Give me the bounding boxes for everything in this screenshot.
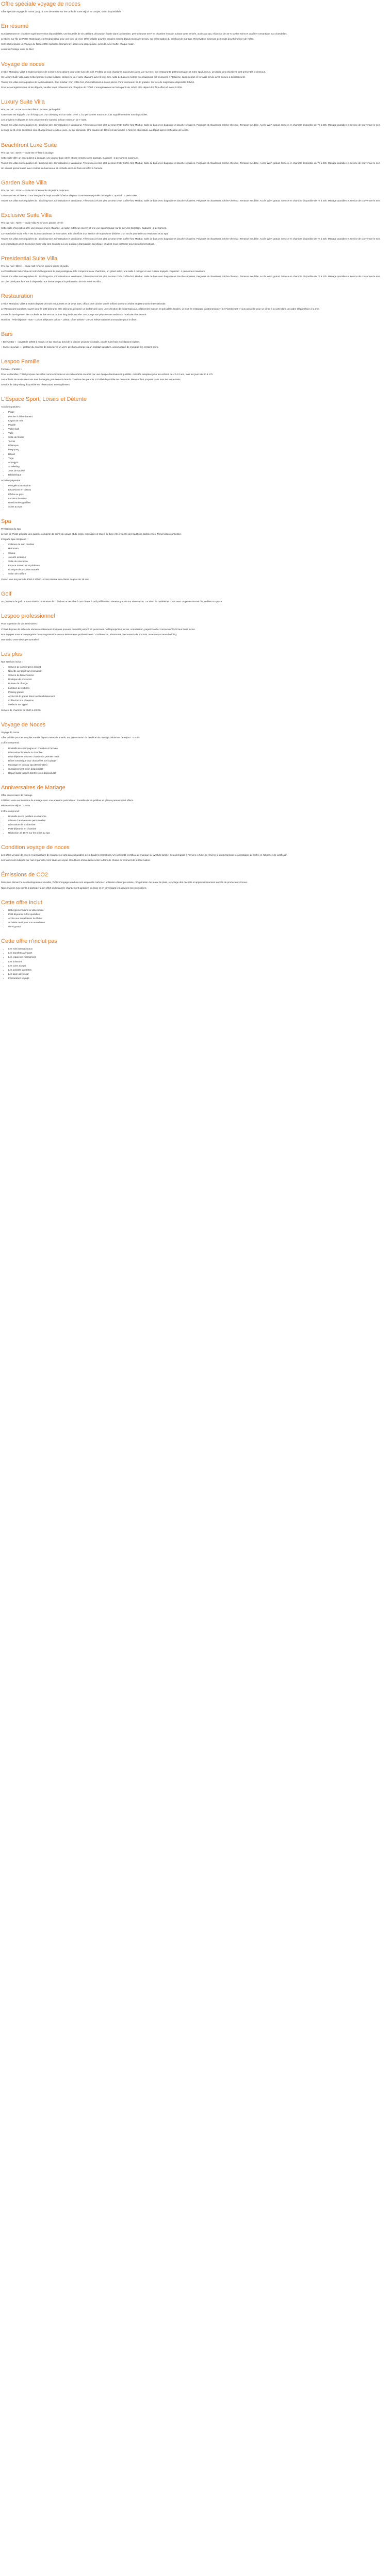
- list-item: • Parking gratuit: [8, 690, 390, 694]
- paragraph: Formule « Famille »: [1, 367, 22, 370]
- list-item: • Les boissons: [8, 960, 390, 963]
- section-heading: Exclusive Suite Villa: [1, 212, 52, 219]
- section-cette-offre-inclut: [1, 900, 390, 929]
- list-item: • Espace manucure et pédicure: [8, 564, 390, 567]
- list-item: • Randonnées guidées: [8, 501, 390, 504]
- list-item: • Voile: [8, 431, 390, 435]
- list-item: • Décoration de la chambre: [8, 823, 390, 826]
- paragraph: Cette suite est nichée au cœur des jardins tropicaux de l'hôtel et dispose d'une terrasse privée ombragée. Capacité : 2 personnes.: [1, 194, 138, 197]
- section-lespoo-professionnel: [1, 613, 390, 641]
- section-exclusive-suite-villa: [1, 212, 390, 246]
- paragraph: Dans une démarche de développement durable, l'hôtel s'engage à réduire son empreinte carbone : utilisation d'énergie solaire, récupération des eaux de pluie, recyclage des déchets et approvisionnement auprès de producteurs locaux.: [1, 881, 248, 884]
- list-item: • Pétanque: [8, 444, 390, 447]
- section-heading: Presidential Suite Villa: [1, 255, 58, 262]
- section-emissions-de-co2: [1, 872, 390, 889]
- paragraph: Cette suite est équipée d'un lit king-size, d'un dressing et d'un salon privé. 1 à 2 personnes maximum. Lits supplémentaires non disponibles.: [1, 113, 148, 116]
- paragraph: Les réservations de la Exclusive Suite Villa sont soumises à une politique d'annulation spécifique. Veuillez nous contacter pour plus d'informations.: [1, 242, 155, 245]
- bullet-list: [1, 665, 390, 706]
- section-presidential-suite-villa: [1, 256, 390, 283]
- section-heading: Lespoo professionnel: [1, 613, 55, 620]
- list-item: • Paddle: [8, 423, 390, 427]
- list-item: • Billard: [8, 452, 390, 456]
- paragraph: L'offre comprend :: [1, 741, 20, 744]
- bullet-list: [1, 908, 390, 929]
- paragraph: Activités gratuites :: [1, 405, 21, 409]
- list-item: • Réduction de 10 % sur les soins au spa: [8, 831, 390, 835]
- list-item: • Excursions en bateau: [8, 488, 390, 492]
- section-heading: Anniversaires de Mariage: [1, 785, 66, 791]
- paragraph: Offre valable pour les couples mariés depuis moins de 6 mois, sur présentation du certificat de mariage. Minimum de séjour : 5 nuits.: [1, 736, 140, 739]
- list-item: • Navette aéroport sur réservation: [8, 669, 390, 673]
- paragraph: L'hôtel dispose de salles de réunion entièrement équipées pouvant accueillir jusqu'à 80 personnes. Vidéoprojecteur, écran, sonorisation, paperboard et connexion Wi-Fi haut débit inclus.: [1, 628, 196, 631]
- list-item: • Les vols internationaux: [8, 947, 390, 951]
- paragraph: Cet Hôtel propose un Voyage de Noces Offre spéciale (Comprend): accès à la plage privée, petit-déjeuner buffet chaque matin.: [1, 43, 135, 46]
- list-item: • Bouteille de champagne en chambre à l'arrivée: [8, 747, 390, 750]
- list-item: • Boutique de produits naturels: [8, 568, 390, 571]
- paragraph: Service de chambre de 7h00 à 23h00.: [1, 709, 41, 712]
- paragraph: L'Hôtel Maradiou Villas & Suites propose de nombreuses options pour votre lune de miel. Profitez de nos chambres spacieuses avec vue sur mer, nos restaurants gastronomiques et notre spa luxueux. Les tarifs des chambres sont présentés ci-dessous.: [1, 70, 266, 73]
- paragraph: Voyage de noces: [1, 731, 20, 734]
- list-item: • Surclassement selon disponibilité: [8, 767, 390, 771]
- paragraph: Prix par nuit : 520 € — Suite 55 m² face à la plage: [1, 151, 54, 154]
- list-item: • Décoration florale de la chambre: [8, 751, 390, 754]
- paragraph: Prix par nuit : 980 € — Suite 110 m² avec piscine privée et jardin: [1, 264, 69, 267]
- paragraph: Pour la gestion de vos séminaires :: [1, 622, 38, 625]
- list-item: • Les activités payantes: [8, 968, 390, 972]
- list-item: • Yoga: [8, 456, 390, 460]
- bullet-list: [1, 410, 390, 477]
- list-item: • Plage: [8, 410, 390, 414]
- section-heading: Restauration: [1, 293, 34, 300]
- paragraph: Ce Luxury Suite Villa, notre hébergement le plus exclusif, comprend une vaste chambre avec lit king-size, salle de bain en marbre avec baignoire îlot et douche à l'italienne, salon séparé et terrasse privée avec piscine à débordement.: [1, 75, 246, 78]
- section-en-resume: [1, 23, 390, 51]
- list-item: • Sauna: [8, 551, 390, 555]
- paragraph: Nos équipes vous accompagnent dans l'organisation de vos événements professionnels : conférences, séminaires, lancements de produits, incentives et team-building.: [1, 633, 177, 636]
- list-item: • Snorkeling: [8, 465, 390, 468]
- section-heading: Golf: [1, 591, 12, 598]
- bullet-list: [1, 543, 390, 575]
- section-garden-suite-villa: [1, 180, 390, 202]
- list-item: • Salle de relaxation: [8, 560, 390, 563]
- paragraph: Nous invitons nos clients à participer à cet effort en limitant le changement quotidien du linge et en privilégiant les activités non motorisées.: [1, 886, 147, 889]
- list-item: • Les repas non mentionnés: [8, 955, 390, 959]
- paragraph: Le spa de l'hôtel propose une gamme complète de soins du visage et du corps, massages et rituels de bien-être inspirés des traditions caribéennes. Réservation conseillée.: [1, 533, 182, 536]
- paragraph: Toutes nos villas sont équipées de : Lits king-size, Climatisation et ventilateur, Télévision à écran plat, Lecteur DVD, Coffre-fort, Minibar, Salle de bain avec baignoire et douche séparées, Peignoirs et chaussons, Sèche-cheveux, Terrasse meublée, Accès Wi-Fi gratuit. Service en chambre disponible de 7h à 23h. Ménage quotidien et service de couverture le soir.: [1, 237, 381, 240]
- list-item: • Petit-déjeuner en chambre: [8, 827, 390, 831]
- section-luxury-suite-villa: [1, 99, 390, 132]
- paragraph: Prix par nuit : 430 € — Suite 50 m² entourée de jardins tropicaux: [1, 189, 69, 192]
- section-les-plus: [1, 651, 390, 712]
- list-item: • Accès Wi-Fi gratuit dans tout l'établissement: [8, 694, 390, 698]
- list-item: • Les soins au spa: [8, 964, 390, 968]
- paragraph: L'Hôtel Maradiou Villas & Suites dispose de trois restaurants et de deux bars, offrant une cuisine variée mêlant saveurs créoles et gastronomie internationale.: [1, 302, 166, 306]
- section-heading: Cette offre inclut: [1, 899, 42, 906]
- paragraph: Activités payantes :: [1, 479, 22, 482]
- paragraph: Le Bizet, sur l'île de Petite Martinique, est l'endroit idéal pour une lune de miel. Offre valable pour les couples mariés depuis moins de 6 mois, sur présentation du certificat de mariage. Réservation minimum de 5 nuits pour bénéficier de l'offre.: [1, 38, 254, 41]
- section-bars: [1, 331, 390, 349]
- paragraph: L'espace spa comprend :: [1, 538, 28, 541]
- list-item: • Cabines de soin doubles: [8, 543, 390, 546]
- list-item: • Location de vélos: [8, 497, 390, 500]
- list-item: • Service de blanchisserie: [8, 673, 390, 677]
- section-heading: Émissions de CO2: [1, 872, 48, 878]
- paragraph: Les arrivées et départs se font uniquement le samedi. Séjour minimum de 7 nuits.: [1, 118, 87, 122]
- list-item: • Bouteille de vin pétillant en chambre: [8, 815, 390, 818]
- list-item: • Aquagym: [8, 461, 390, 464]
- section-heading: Bars: [1, 331, 13, 337]
- paragraph: La « Exclusive Suite Villa » est la plus spacieuse de nos suites. Elle bénéficie d'un service de majordome dédié et d'un accès prioritaire au restaurant et au spa.: [1, 232, 169, 235]
- paragraph: Un parcours de golf 18 trous situé à 15 minutes de l'hôtel est accessible à nos clients à tarif préférentiel. Navette gratuite sur réservation. Location de matériel et cours avec un professionnel disponibles sur place.: [1, 600, 223, 603]
- list-item: • Accès aux installations de l'hôtel: [8, 917, 390, 920]
- list-item: • Hébergement dans la villa choisie: [8, 908, 390, 912]
- paragraph: Un chef privé peut être mis à disposition sur demande pour la préparation de vos repas en villa.: [1, 280, 102, 283]
- list-item: • Gâteau d'anniversaire personnalisé: [8, 819, 390, 822]
- paragraph: Prix par nuit : 610 € — Suite Villa 60 m² avec jardin privé: [1, 108, 61, 111]
- list-item: • Petit-déjeuner buffet quotidien: [8, 912, 390, 916]
- section-golf: [1, 591, 390, 603]
- section-heading: Spa: [1, 518, 11, 524]
- paragraph: L'offre comprend :: [1, 809, 20, 812]
- paragraph: Pour les enregistrements et les départs, veuillez vous présenter à la réception de l'hôtel. L'enregistrement se fait à partir de 14h00 et le départ doit être effectué avant 12h00.: [1, 86, 183, 89]
- paragraph: Surclassement en chambre supérieure selon disponibilités, une bouteille de vin pétillant, décoration florale dans la chambre, petit-déjeuner servi en chambre le matin suivant votre arrivée, accès au spa, réduction de 10 % sur les soins et un dîner romantique aux chandelles.: [1, 32, 287, 36]
- section-heading: Offre spéciale voyage de noces: [1, 1, 80, 7]
- paragraph: Un accueil personnalisé avec cocktail de bienvenue et corbeille de fruits frais est offert à l'arrivée.: [1, 166, 103, 170]
- list-item: • Les transferts aéroport: [8, 951, 390, 955]
- section-restauration: [1, 293, 390, 321]
- paragraph: Pour les familles, l'hôtel propose des villas communicantes et un club enfants encadré par une équipe d'animateurs qualifiés. Activités adaptées pour les enfants de 4 à 12 ans, tous les jours de 9h à 17h.: [1, 373, 214, 376]
- list-item: • Wi-Fi gratuit: [8, 925, 390, 928]
- paragraph: Toutes nos villas sont équipées de : Lits king-size, Climatisation et ventilateur, Télévision à écran plat, Lecteur DVD, Coffre-fort, Minibar, Salle de bain avec baignoire et douche séparées, Peignoirs et chaussons, Sèche-cheveux, Terrasse meublée, Accès Wi-Fi gratuit. Service en chambre disponible de 7h à 23h. Ménage quotidien et service de couverture le soir.: [1, 275, 381, 278]
- paragraph: Toutes nos villas sont équipées de : Lits king-size, Climatisation et ventilateur, Télévision à écran plat, Lecteur DVD, Coffre-fort, Minibar, Salle de bain avec baignoire et douche séparées, Peignoirs et chaussons, Sèche-cheveux, Terrasse meublée, Accès Wi-Fi gratuit. Service en chambre disponible de 7h à 23h. Ménage quotidien et service de couverture le soir.: [1, 161, 381, 164]
- section-heading: Lespoo Famille: [1, 358, 40, 365]
- bullet-list: [1, 747, 390, 775]
- list-item: • Service de conciergerie 24h/24: [8, 665, 390, 669]
- list-item: • Tennis: [8, 439, 390, 443]
- section-lespoo-famille: [1, 359, 390, 386]
- paragraph: Offre spéciale voyage de noces: jusqu'à 20% de remise sur les tarifs de votre séjour en couple, selon disponibilités: [1, 10, 122, 13]
- section-heading: Condition voyage de noces: [1, 844, 70, 851]
- list-item: • Ping-pong: [8, 448, 390, 451]
- paragraph: Le Restaurant Caraïbes, ouvert pour le petit-déjeuner et le déjeuner, propose un buffet varié avec une sélection de fruits tropicaux, pâtisseries maison et spécialités locales. Le soir, le restaurant gastronomique « Le Flamboyant » vous accueille pour un dîner à la carte dans un cadre élégant face à la mer.: [1, 308, 320, 311]
- list-item: • Bibliothèque: [8, 473, 390, 477]
- paragraph: Les enfants de moins de 6 ans sont hébergés gratuitement dans la chambre des parents. Lit bébé disponible sur demande. Menu enfant proposé dans tous les restaurants.: [1, 378, 182, 381]
- section-heading: En résumé: [1, 23, 29, 30]
- list-item: • Volley-ball: [8, 427, 390, 431]
- paragraph: Toutes nos villas sont équipées de : Lits king-size, Climatisation et ventilateur, Télévision à écran plat, Lecteur DVD, Coffre-fort, Minibar, Salle de bain avec baignoire et douche séparées, Peignoirs et chaussons, Sèche-cheveux, Terrasse meublée, Accès Wi-Fi gratuit. Service en chambre disponible de 7h à 23h. Ménage quotidien et service de couverture le soir.: [1, 199, 381, 202]
- list-item: • Les taxes de séjour: [8, 972, 390, 976]
- paragraph: Ouvert tous les jours de 9h00 à 20h00. Accès réservé aux clients de plus de 16 ans.: [1, 578, 90, 581]
- list-item: • Piscine à débordement: [8, 415, 390, 418]
- paragraph: Toutes nos villas sont équipées de la climatisation, d'un minibar, d'un coffre-fort, d'une télévision à écran plat et d'une connexion Wi-Fi gratuite. Service de majordome disponible 24h/24.: [1, 80, 195, 83]
- section-offre-speciale-voyage-de-noces: [1, 1, 390, 13]
- paragraph: Célébrez votre anniversaire de mariage avec une attention particulière : bouteille de vin pétillant et gâteau personnalisé offerts.: [1, 799, 134, 802]
- paragraph: Prestations du spa: [1, 528, 21, 530]
- section-heading: Les plus: [1, 651, 22, 657]
- section-heading: Luxury Suite Villa: [1, 98, 45, 105]
- section-condition-voyage-de-noces: [1, 844, 390, 862]
- list-item: • Location de voitures: [8, 686, 390, 690]
- list-item: • Boutique de souvenirs: [8, 677, 390, 681]
- paragraph: Toutes nos villas sont équipées de : Lits king-size, Climatisation et ventilateur, Télévision à écran plat, Lecteur DVD, Coffre-fort, Minibar, Salle de bain avec baignoire et douche séparées, Peignoirs et chaussons, Sèche-cheveux, Terrasse meublée, Accès Wi-Fi gratuit. Service en chambre disponible de 7h à 23h. Ménage quotidien et service de couverture le soir.: [1, 124, 381, 127]
- paragraph: Offre anniversaire de mariage: [1, 794, 32, 797]
- section-heading: L'Espace Sport, Loisirs et Détente: [1, 396, 87, 403]
- paragraph: Cette suite offre un accès direct à la plage, une grande baie vitrée et une terrasse avec transats. Capacité : 2 personnes maximum.: [1, 156, 139, 159]
- paragraph: Prix par nuit : 720 € — Suite Villa 75 m² avec piscine privée: [1, 222, 63, 225]
- paragraph: « Sunset Lounge » : profitez du coucher de soleil avec un verre de rhum arrangé ou un cocktail signature, accompagné de musique live certains soirs.: [1, 345, 159, 348]
- paragraph: Service de baby-sitting disponible sur réservation, en supplément.: [1, 383, 71, 386]
- bullet-list: [1, 947, 390, 980]
- list-item: • Médecin sur appel: [8, 703, 390, 706]
- list-item: • Départ tardif jusqu'à 16h00 selon disponibilité: [8, 771, 390, 775]
- list-item: • Soins au spa: [8, 505, 390, 509]
- paragraph: Minimum de séjour : 3 nuits.: [1, 804, 31, 807]
- section-anniversaires-de-mariage: [1, 785, 390, 835]
- list-item: • Salon de coiffure: [8, 572, 390, 575]
- list-item: • L'assurance voyage: [8, 976, 390, 980]
- section-voyage-de-noces: [1, 722, 390, 775]
- section-spa: [1, 518, 390, 581]
- paragraph: Nos services inclus :: [1, 660, 23, 663]
- bullet-list: [1, 815, 390, 835]
- list-item: • Bureau de change: [8, 682, 390, 685]
- list-item: • Activités nautiques non motorisées: [8, 921, 390, 924]
- list-item: • Coffre-fort à la réception: [8, 699, 390, 702]
- list-item: • Massage en duo au spa (50 minutes): [8, 763, 390, 767]
- list-item: • Jacuzzi extérieur: [8, 555, 390, 559]
- list-item: • Pêche au gros: [8, 493, 390, 496]
- paragraph: Le Bar de la Plage sert des cocktails et des en-cas tout au long de la journée. Le Lounge Bar propose une ambiance musicale chaque soir.: [1, 313, 147, 316]
- section-l-espace-sport-loisirs-et-detente: [1, 396, 390, 509]
- list-item: • Kayak de mer: [8, 419, 390, 422]
- bullet-list: [1, 484, 390, 509]
- list-item: • Jeux de société: [8, 469, 390, 472]
- section-cette-offre-n-inclut-pas: [1, 938, 390, 980]
- paragraph: La Presidential Suite Villa est notre hébergement le plus prestigieux. Elle comprend deux chambres, un grand salon, une salle à manger et une cuisine équipée. Capacité : 4 personnes maximum.: [1, 269, 206, 273]
- section-voyage-de-noces: [1, 61, 390, 89]
- list-item: • Petit-déjeuner servi en chambre le premier matin: [8, 755, 390, 758]
- section-beachfront-luxe-suite: [1, 142, 390, 170]
- list-item: • Salle de fitness: [8, 435, 390, 439]
- paragraph: Horaires : Petit-déjeuner 7h00 – 10h30, Déjeuner 12h30 – 15h00, Dîner 19h00 – 22h30. Réservation recommandée pour le dîner.: [1, 318, 137, 321]
- list-item: • Hammam: [8, 547, 390, 550]
- section-heading: Voyage de Noces: [1, 722, 46, 728]
- paragraph: Les tarifs sont indiqués par nuit et par villa, hors taxes de séjour. Conditions d'annulation selon la formule choisie au moment de la réservation.: [1, 859, 151, 862]
- paragraph: Le linge de lit et les serviettes sont changés tous les deux jours, ou sur demande. Une caution de 300 € est demandée à l'arrivée et restituée au départ après vérification de la villa.: [1, 129, 189, 132]
- list-item: • Dîner romantique aux chandelles sur la plage: [8, 759, 390, 762]
- section-heading: Garden Suite Villa: [1, 179, 47, 186]
- paragraph: Lesamis Prestige Lune de Miel: [1, 48, 34, 51]
- paragraph: Demandez votre devis personnalisé.: [1, 638, 40, 641]
- section-heading: Cette offre n'inclut pas: [1, 938, 57, 945]
- section-heading: Beachfront Luxe Suite: [1, 142, 57, 148]
- section-heading: Voyage de noces: [1, 61, 45, 67]
- paragraph: « Bel Air Bar » : ouvert de 10h00 à minuit, ce bar situé au bord de la piscine propose cocktails, jus de fruits frais et collations légères.: [1, 340, 140, 343]
- paragraph: Cette suite d'exception offre une piscine privée chauffée, un salon extérieur couvert et une vue panoramique sur la mer des Caraïbes. Capacité : 2 personnes.: [1, 227, 167, 230]
- paragraph: Les offres voyage de noces et anniversaire de mariage ne sont pas cumulables avec d'autres promotions. Un justificatif (certificat de mariage ou livret de famille) sera demandé à l'arrivée. L'hôtel se réserve le droit d'annuler les avantages de l'offre en l'absence de justificatif.: [1, 854, 287, 857]
- list-item: • Plongée sous-marine: [8, 484, 390, 487]
